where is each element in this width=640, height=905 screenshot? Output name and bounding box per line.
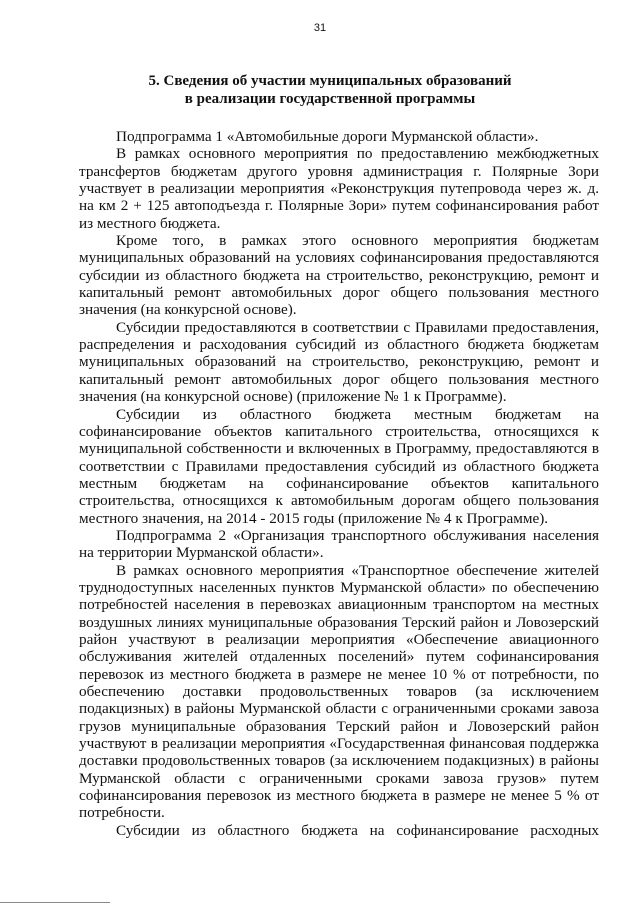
paragraph: В рамках основного мероприятия «Транспортное обеспечение жителей труднодоступных населенных пунктов Мурманской области» по обеспечению потребностей населения в перевозках авиационным транспортом на местных воздушных линиях муниципальные образования Терский район и Ловозерский район участвуют в реализации мероприятия «Обеспечение авиационного обслуживания жителей отдаленных поселений» путем софинансирования перевозок из местного бюджета в размере не менее 10 % от потребности, по обеспечению доставки продовольственных товаров (за исключением подакцизных) в районы Мурманской области с ограниченными сроками завоза грузов муниципальные образования Терский район и Ловозерский район участвуют в реализации мероприятия «Государственная финансовая поддержка доставки продовольственных товаров (за исключением подакцизных) в районы Мурманской области с ограниченными сроками завоза грузов» путем софинансирования перевозок из местного бюджета в размере не менее 5 % от потребности. [79,561,599,822]
paragraph: В рамках основного мероприятия по предоставлению межбюджетных трансфертов бюджетам другого уровня администрация г. Полярные Зори участвует в реализации мероприятия «Реконструкция путепровода через ж. д. на км 2 + 125 автоподъезда г. Полярные Зори» путем софинансирования работ из местного бюджета. [79,145,599,232]
paragraph: Субсидии предоставляются в соответствии с Правилами предоставления, распределения и расходования субсидий из областного бюджета бюджетам муниципальных образований на строительство, реконструкцию, ремонт и капитальный ремонт автомобильных дорог общего пользования местного значения (на конкурсной основе) (приложение № 1 к Программе). [79,318,599,406]
footer-divider [0,902,110,903]
section-heading [120,72,540,108]
paragraph-subprogram-1: Подпрограмма 1 «Автомобильные дороги Мурманской области». [116,128,539,145]
section-heading-line-1: 5. Сведения об участии муниципальных образований [148,73,512,89]
page-number: 31 [313,22,327,34]
paragraph: Кроме того, в рамках этого основного мероприятия бюджетам муниципальных образований на условиях софинансирования предоставляются субсидии из областного бюджета на строительство, реконструкцию, ремонт и капитальный ремонт автомобильных дорог общего пользования местного значения (на конкурсной основе). [79,232,599,319]
section-heading-line-2: в реализации государственной программы [184,91,476,107]
body-text [79,128,599,839]
paragraph-subprogram-2: Подпрограмма 2 «Организация транспортного обслуживания населения на территории Мурманской области». [79,526,599,562]
paragraph: Субсидии из областного бюджета местным бюджетам на софинансирование объектов капитального строительства, относящихся к муниципальной собственности и включенных в Программу, предоставляются в соответствии с Правилами предоставления субсидий из областного бюджета местным бюджетам на софинансирование объектов капитального строительства, относящихся к автомобильным дорогам общего пользования местного значения, на 2014 - 2015 годы (приложение № 4 к Программе). [79,405,599,527]
paragraph-continued: Субсидии из областного бюджета на софинансирование расходных [116,821,599,839]
